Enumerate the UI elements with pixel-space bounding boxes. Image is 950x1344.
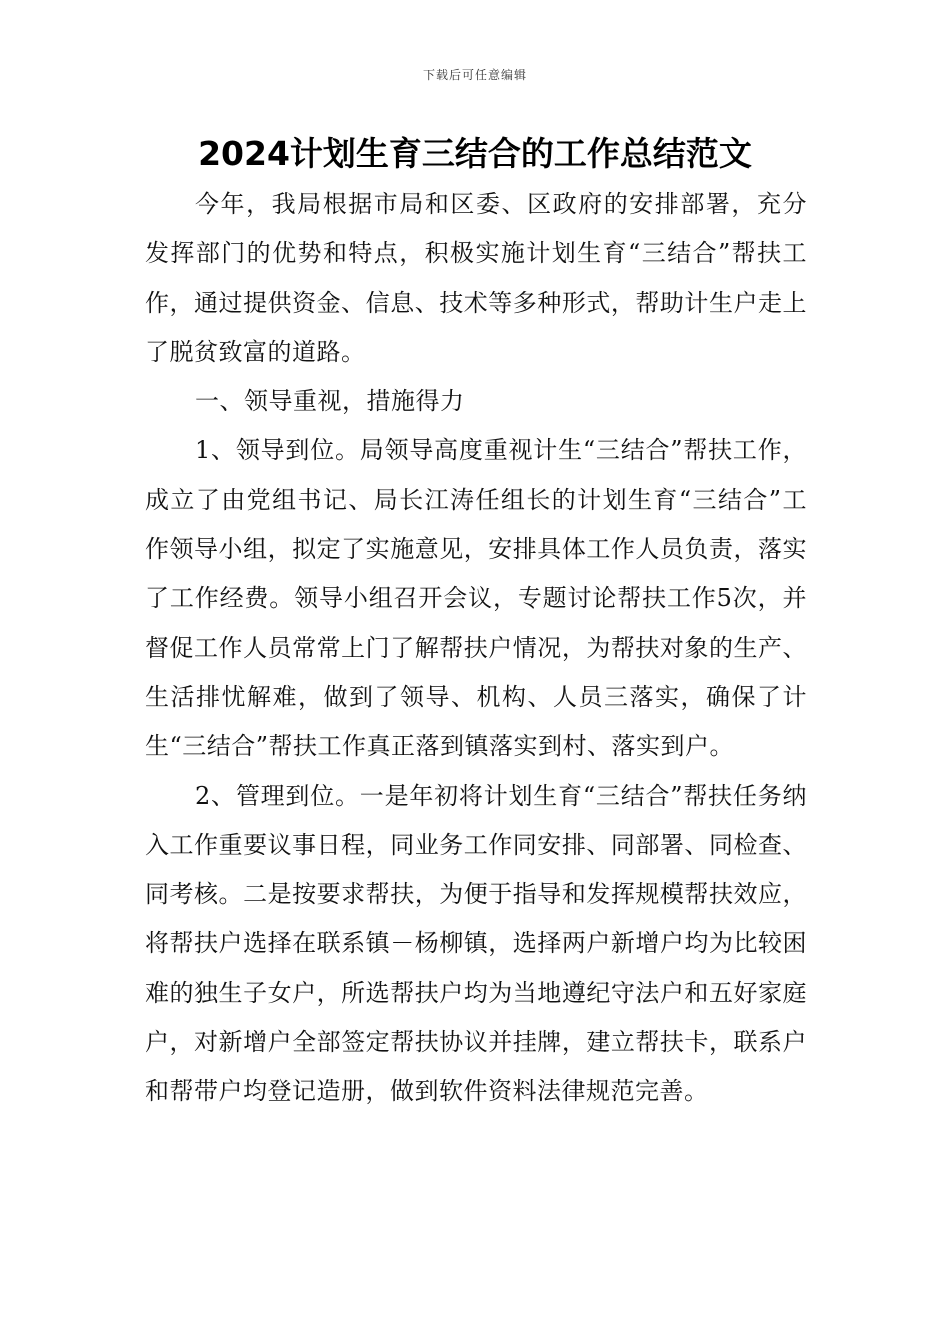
- paragraph-leadership: 1、领导到位。局领导高度重视计生“三结合”帮扶工作，成立了由党组书记、局长江涛任组长的计划生育“三结合”工作领导小组，拟定了实施意见，安排具体工作人员负责，落实了工作经费。领导小组召开会议，专题讨论帮扶工作5次，并督促工作人员常常上门了解帮扶户情况，为帮扶对象的生产、生活排忧解难，做到了领导、机构、人员三落实，确保了计生“三结合”帮扶工作真正落到镇落实到村、落实到户。: [145, 436, 807, 761]
- document-body: [145, 180, 807, 1117]
- header-note: 下载后可任意编辑: [422, 68, 527, 82]
- paragraph-management: 2、管理到位。一是年初将计划生育“三结合”帮扶任务纳入工作重要议事日程，同业务工作同安排、同部署、同检查、同考核。二是按要求帮扶，为便于指导和发挥规模帮扶效应，将帮扶户选择在联系镇－杨柳镇，选择两户新增户均为比较困难的独生子女户，所选帮扶户均为当地遵纪守法户和五好家庭户，对新增户全部签定帮扶协议并挂牌，建立帮扶卡，联系户和帮带户均登记造册，做到软件资料法律规范完善。: [145, 781, 807, 1106]
- section-heading: 一、领导重视，措施得力: [195, 387, 465, 416]
- document-title: 2024计划生育三结合的工作总结范文: [198, 134, 752, 173]
- paragraph-intro: 今年，我局根据市局和区委、区政府的安排部署，充分发挥部门的优势和特点，积极实施计划生育“三结合”帮扶工作，通过提供资金、信息、技术等多种形式，帮助计生户走上了脱贫致富的道路。: [145, 190, 807, 366]
